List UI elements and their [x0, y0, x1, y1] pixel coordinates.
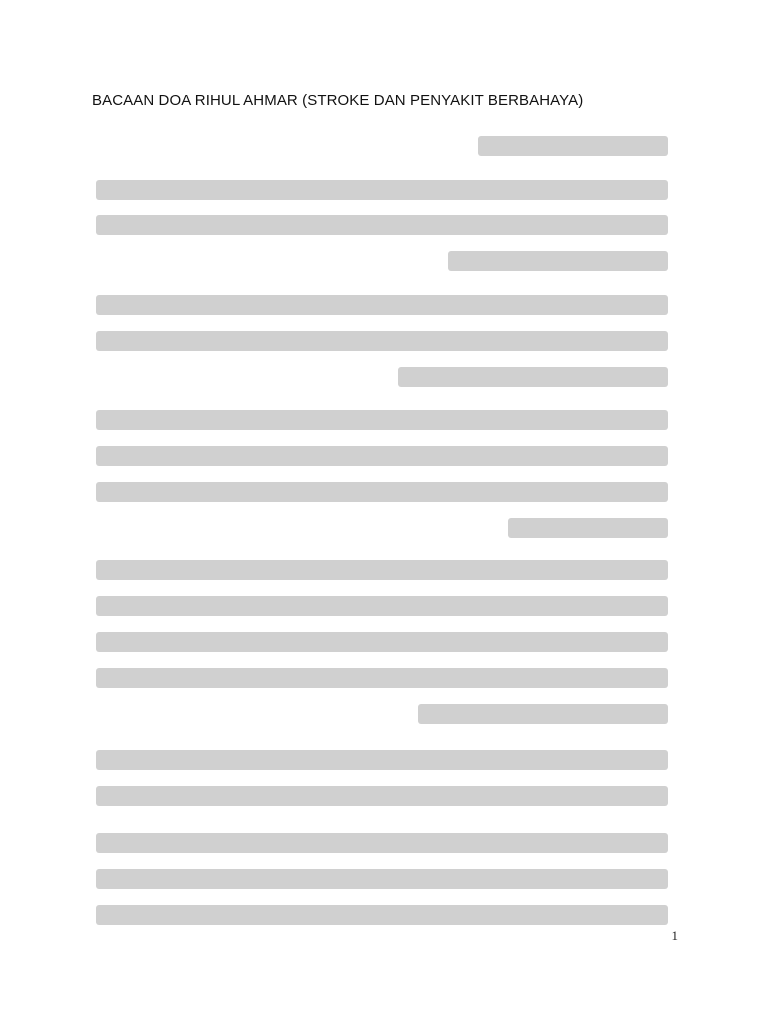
paragraph-4-line-2 [96, 596, 668, 616]
paragraph-2-line-2 [96, 331, 668, 351]
paragraph-4-line-5 [418, 704, 668, 724]
paragraph-2-line-3 [398, 367, 668, 387]
paragraph-6-line-1 [96, 833, 668, 853]
paragraph-3-line-4 [508, 518, 668, 538]
paragraph-4-line-1 [96, 560, 668, 580]
paragraph-4-line-3 [96, 632, 668, 652]
paragraph-5-line-1 [96, 750, 668, 770]
paragraph-2-line-1 [96, 295, 668, 315]
basmala-placeholder [478, 136, 668, 156]
paragraph-4-line-4 [96, 668, 668, 688]
paragraph-5-line-2 [96, 786, 668, 806]
paragraph-3-line-2 [96, 446, 668, 466]
paragraph-3-line-3 [96, 482, 668, 502]
paragraph-1-line-1 [96, 180, 668, 200]
paragraph-3-line-1 [96, 410, 668, 430]
paragraph-6-line-2 [96, 869, 668, 889]
paragraph-1-line-2 [96, 215, 668, 235]
document-title: BACAAN DOA RIHUL AHMAR (STROKE DAN PENYAKIT BERBAHAYA) [92, 92, 584, 109]
paragraph-1-line-3 [448, 251, 668, 271]
paragraph-6-line-3 [96, 905, 668, 925]
page-number: 1 [671, 928, 678, 943]
